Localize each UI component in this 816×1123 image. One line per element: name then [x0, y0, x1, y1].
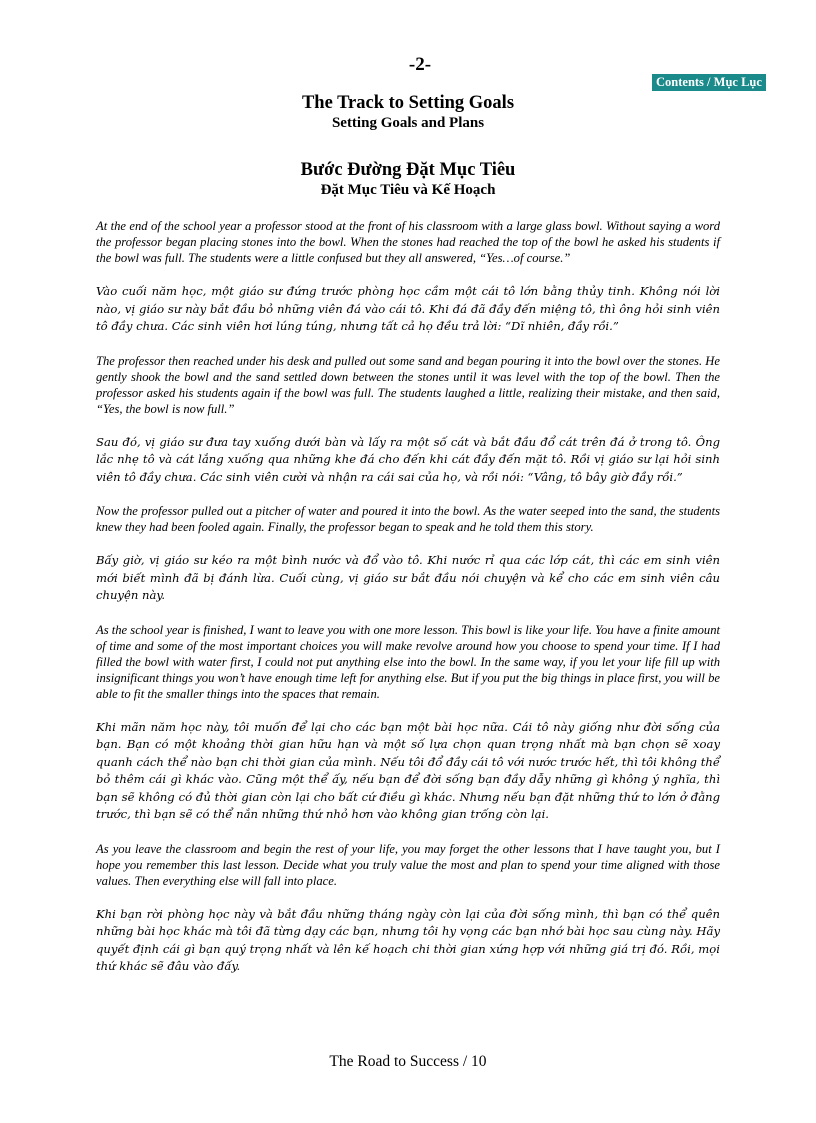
- paragraph-en-2: The professor then reached under his desk and pulled out some sand and began pouring it into the bowl over the stones. He gently shook the bowl and the sand settled down between the stones until it was level with the top of the bowl. Then the professor asked his students again if the bowl was full. The students laughed a little, realizing their mistake, and then said, “Yes, the bowl is now full.”: [96, 353, 720, 416]
- paragraph-vi-1: Vào cuối năm học, một giáo sư đứng trước phòng học cầm một cái tô lớn bằng thủy tinh. Không nói lời nào, vị giáo sư này bắt đầu bỏ những viên đá vào cái tô. Khi đá đã đầy đến miệng tô, thì ông hỏi sinh viên tô đầy chưa. Các sinh viên hơi lúng túng, nhưng tất cả họ đều trả lời: “Dĩ nhiên, đầy rồi.”: [96, 284, 720, 333]
- title-vi: Bước Đường Đặt Mục Tiêu: [300, 160, 516, 180]
- title-block-en: [0, 92, 816, 132]
- paragraph-en-1: At the end of the school year a professor stood at the front of his classroom with a large glass bowl. Without saying a word the professor began placing stones into the bowl. When the stones had reached the top of the bowl he asked his students if the bowl was full. The students were a little confused but they all answered, “Yes…of course.”: [96, 219, 720, 265]
- title-en: The Track to Setting Goals: [301, 93, 515, 113]
- body-text: [96, 218, 720, 993]
- subtitle-en: Setting Goals and Plans: [331, 115, 485, 131]
- paragraph-vi-4: Khi mãn năm học này, tôi muốn để lại cho các bạn một bài học nữa. Cái tô này giống như đời sống của bạn. Bạn có một khoảng thời gian hữu hạn và một số lựa chọn quan trọng nhất mà bạn chọn sẽ xoay quanh cách thể nào bạn chi thời gian của mình. Nếu tôi đổ đầy cái tô với nước trước hết, thì tôi không thể bỏ thêm cái gì khác vào. Cũng một thể ấy, nếu bạn để đời sống bạn đầy dẫy những gì không ý nghĩa, thì bạn sẽ không có đủ thời gian còn lại cho bất cứ điều gì khác. Nhưng nếu bạn đặt những thứ to lớn ở đằng trước, thì bạn sẽ có thể nắn những thứ nhỏ hơn vào không gian trống còn lại.: [96, 719, 720, 821]
- title-block-vi: [0, 159, 816, 199]
- contents-link[interactable]: Contents / Mục Lục: [652, 74, 766, 91]
- paragraph-en-5: As you leave the classroom and begin the rest of your life, you may forget the other lessons that I have taught you, but I hope you remember this last lesson. Decide what you truly value the most and plan to spend your time aligned with those values. Then everything else will fall into place.: [96, 841, 720, 888]
- paragraph-en-4: As the school year is finished, I want to leave you with one more lesson. This bowl is like your life. You have a finite amount of time and some of the most important choices you will make revolve around how you choose to spend your time. If I had filled the bowl with water first, I could not put anything else into the bowl. In the same way, if you let your life fill up with insignificant things you won’t have enough time left for anything else. But if you put the big things in place first, you will be able to fit the smaller things into the spaces that remain.: [96, 622, 720, 701]
- subtitle-vi: Đặt Mục Tiêu và Kế Hoạch: [320, 182, 496, 198]
- page-number: -2-: [408, 54, 432, 75]
- paragraph-vi-3: Bấy giờ, vị giáo sư kéo ra một bình nước và đổ vào tô. Khi nước rỉ qua các lớp cát, thì các em sinh viên mới biết mình đã bị đánh lừa. Cuối cùng, vị giáo sư bắt đầu nói chuyện và kể cho các em sinh viên câu chuyện này.: [96, 553, 720, 602]
- paragraph-en-3: Now the professor pulled out a pitcher of water and poured it into the bowl. As the water seeped into the sand, the students knew they had been fooled again. Finally, the professor began to speak and he told them this story.: [96, 504, 720, 534]
- page-footer: The Road to Success / 10: [329, 1053, 487, 1070]
- paragraph-vi-2: Sau đó, vị giáo sư đưa tay xuống dưới bàn và lấy ra một số cát và bắt đầu đổ cát trên đá ở trong tô. Ông lắc nhẹ tô và cát lắng xuống qua những khe đá cho đến khi cát đầy đến mặt tô. Rồi vị giáo sư lại hỏi sinh viên tô đầy chưa. Các sinh viên cười và nhận ra cái sai của họ, và rồi nói: “Vâng, tô bây giờ đầy rồi.”: [96, 434, 720, 484]
- paragraph-vi-5: Khi bạn rời phòng học này và bắt đầu những tháng ngày còn lại của đời sống mình, thì bạn có thể quên những bài học khác mà tôi đã từng dạy các bạn, nhưng tôi hy vọng các bạn nhớ bài học sau cùng này. Hãy quyết định cái gì bạn quý trọng nhất và lên kế hoạch chi thời gian xứng hợp với những giá trị đó. Rồi, mọi thứ khác sẽ đâu vào đấy.: [96, 906, 720, 973]
